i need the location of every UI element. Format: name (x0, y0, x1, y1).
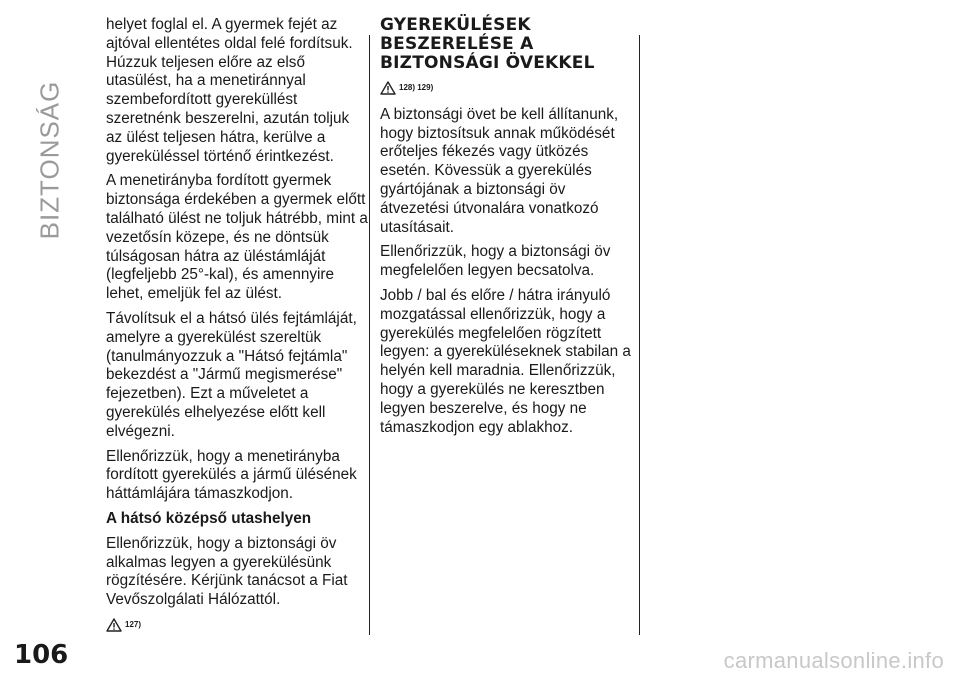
paragraph: Ellenőrizzük, hogy a menetirányba fordított gyerekülés a jármű ülésének háttámlájára támaszkodjon. (106, 447, 357, 503)
section-side-title: BIZTONSÁG (34, 80, 65, 240)
section-heading: GYEREKÜLÉSEK BESZERELÉSE A BIZTONSÁGI ÖVEKKEL (380, 15, 595, 73)
warning-reference (106, 616, 368, 635)
paragraph: Ellenőrizzük, hogy a biztonsági öv alkalmas legyen a gyerekülésünk rögzítésére. Kérjünk tanácsot a Fiat Vevőszolgálati Hálózattól. (106, 534, 348, 609)
subheading-rear-center-seat: A hátsó középső utashelyen (106, 509, 312, 527)
warning-triangle-icon (380, 81, 396, 95)
left-column (106, 16, 368, 643)
paragraph: A menetirányba fordított gyermek biztonsága érdekében a gyermek előtt található ülést ne toljuk hátrébb, mint a vezetősín közepe, és ne döntsük túlságosan hátra az üléstámláját (legfeljebb 25°-kal), és amennyire lehet, emeljük fel az ülést. (106, 172, 368, 303)
watermark: carmanualsonline.info (723, 648, 944, 673)
paragraph: Ellenőrizzük, hogy a biztonsági öv megfelelően legyen becsatolva. (380, 243, 611, 280)
paragraph: A biztonsági övet be kell állítanunk, hogy biztosítsuk annak működését erőteljes fékezés vagy ütközés esetén. Kövessük a gyerekülés gyártójának a biztonsági öv átvezetési útvonalára vonatkozó utasításait. (380, 105, 619, 236)
paragraph: helyet foglal el. A gyermek fejét az ajtóval ellentétes oldal felé fordítsuk. Húzzuk teljesen előre az első utasülést, ha a menetiránnyal szembefordított gyereküllést szeretnénk beszerelni, azután toljuk az ülést teljesen hátra, kerülve a gyereküléssel történő érintkezést. (106, 16, 353, 165)
warning-triangle-icon (106, 618, 122, 632)
paragraph: Jobb / bal és előre / hátra irányuló mozgatással ellenőrizzük, hogy a gyerekülés megfelelően rögzített legyen: a gyereküléseknek stabilan a helyén kell maradnia. Ellenőrizzük, hogy a gyerekülés ne keresztben legyen beszerelve, és hogy ne támaszkodjon egy ablakhoz. (380, 286, 631, 436)
middle-column (380, 16, 638, 443)
warning-reference (380, 79, 638, 98)
column-divider (369, 35, 370, 635)
page-number: 106 (14, 640, 69, 670)
column-divider (639, 35, 640, 635)
paragraph: Távolítsuk el a hátsó ülés fejtámláját, amelyre a gyerekülést szereltük (tanulmányozzuk a "Hátsó fejtámla" bekezdést a "Jármű megismerése" fejezetben). Ezt a műveletet a gyerekülés elhelyezése előtt kell elvégezni. (106, 309, 357, 440)
warning-ref-number: 128) 129) (399, 83, 434, 92)
warning-ref-number: 127) (125, 619, 142, 629)
